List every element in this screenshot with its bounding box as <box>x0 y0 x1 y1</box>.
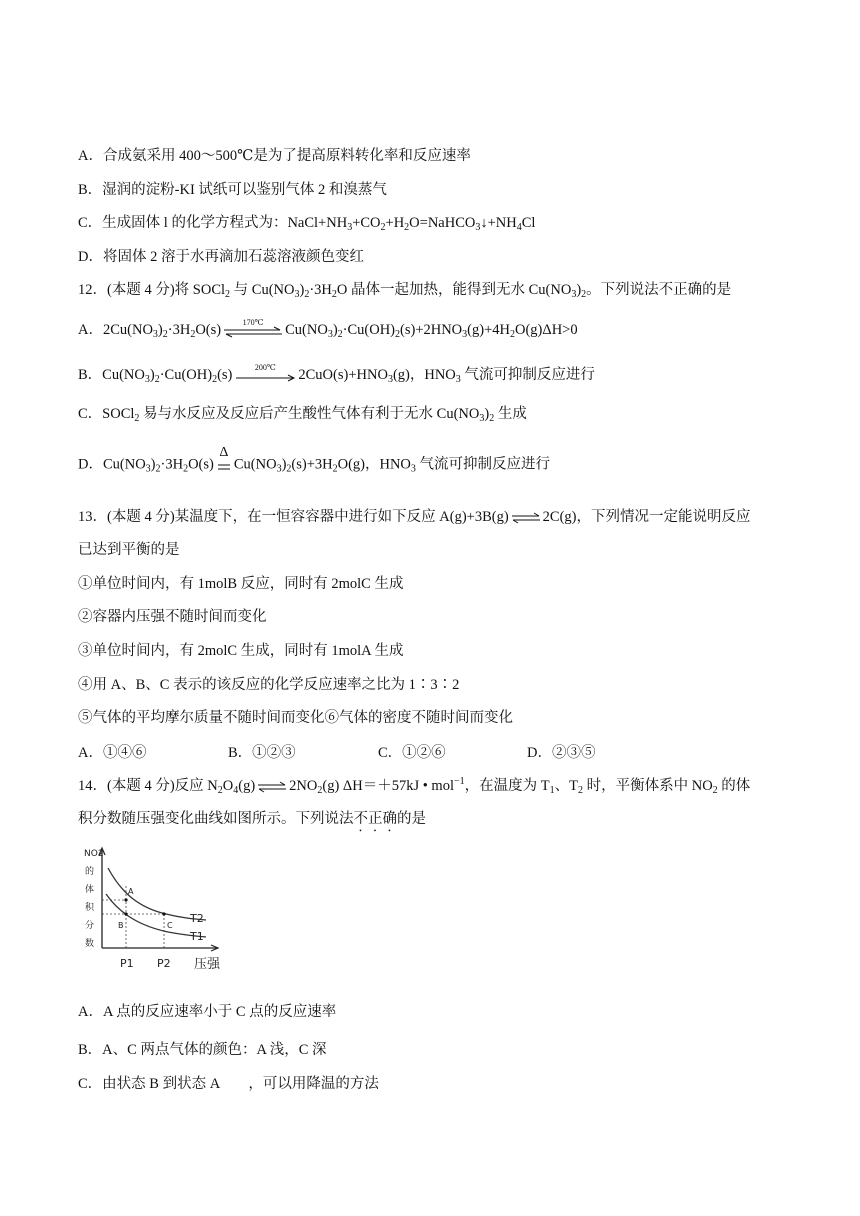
q14-option-c: C．由状态 B 到状态 A ，可以用降温的方法 <box>78 1076 379 1092</box>
q14-option-a: A．A 点的反应速率小于 C 点的反应速率 <box>78 1004 337 1020</box>
q11-option-c: C．生成固体 l 的化学方程式为：$NaCl+NH_3+CO_2+H_2O=NaHCO_3↓+NH_4Cl$ <box>78 215 536 233</box>
reversible-arrow-icon: 170℃ <box>223 322 283 340</box>
q13-option-d: D．②③⑤ <box>527 745 596 761</box>
q13-option-b: B．①②③ <box>228 745 296 761</box>
q13-condition-5-6: ⑤气体的平均摩尔质量不随时间而变化⑥气体的密度不随时间而变化 <box>78 710 513 726</box>
q13-options <box>78 743 778 763</box>
q13-condition-1: ①单位时间内，有 1molB 反应，同时有 2molC 生成 <box>78 576 404 592</box>
q12-option-a: A．$2Cu(NO_3)_2\cdot 3H_2O(s)$ 170℃ $Cu(NO_3)_2\cdot Cu(OH)_2(s)+2HNO_3(g)+4H_2O(g)\Delta H>0$ <box>78 317 578 340</box>
point-c-marker <box>162 912 165 915</box>
q13-condition-2: ②容器内压强不随时间而变化 <box>78 609 267 625</box>
curve-t1-label: T1 <box>190 930 204 943</box>
x-axis-label: 压强 <box>194 957 221 972</box>
reversible-arrow-icon <box>511 511 541 525</box>
no2-fraction-pressure-graph <box>78 842 228 976</box>
y-label-1: NO2 <box>84 849 104 859</box>
curve-t2-label: T2 <box>190 912 204 925</box>
q12-option-b: B．$Cu(NO_3)_2\cdot Cu(OH)_2(s)$ 200℃ $2CuO(s)+HNO_3(g)$，$HNO_3$ 气流可抑制反应进行 <box>78 362 595 385</box>
q13-condition-4: ④用 A、B、C 表示的该反应的化学反应速率之比为 1∶3∶2 <box>78 677 460 693</box>
forward-arrow-icon: 200℃ <box>234 367 296 385</box>
reversible-arrow-icon <box>257 780 287 794</box>
point-b-marker <box>124 912 127 915</box>
q13-option-c: C．①②⑥ <box>378 745 446 761</box>
y-label-4: 积 <box>85 903 95 913</box>
q12-stem: 12．(本题 4 分)将 SOCl$_2$ 与 $Cu(NO_3)_2\cdot 3H_2O$ 晶体一起加热，能得到无水 $Cu(NO_3)_2$。下列说法不正确的是 <box>78 282 732 300</box>
tick-p2: P2 <box>157 957 171 970</box>
q14-stem-line1: 14．(本题 4 分)反应 $N_2O_4(g)$ $2NO_2(g)$ ΔH＝＋57kJ • mol$^{-1}$，在温度为 $T_1$、$T_2$ 时，平衡体系中 $NO_2$ 的体 <box>78 776 751 796</box>
q12-option-c: C．SOCl$_2$ 易与水反应及反应后产生酸性气体有利于无水 $Cu(NO_3)_2$ 生成 <box>78 406 527 424</box>
q13-condition-3: ③单位时间内，有 2molC 生成，同时有 1molA 生成 <box>78 643 404 659</box>
y-label-5: 分 <box>85 921 95 931</box>
y-label-3: 体 <box>85 885 95 895</box>
q14-option-b: B．A、C 两点气体的颜色：A 浅，C 深 <box>78 1042 327 1058</box>
q11-option-b: B．湿润的淀粉-KI 试纸可以鉴别气体 2 和溴蒸气 <box>78 182 387 198</box>
q14-stem-line2: 积分数随压强变化曲线如图所示。下列说法不正确的是 <box>78 811 426 827</box>
y-label-2: 的 <box>85 867 95 877</box>
q13-stem-line1: 13．(本题 4 分)某温度下，在一恒容容器中进行如下反应 A(g)+3B(g) 2C(g)，下列情况一定能说明反应 <box>78 509 751 525</box>
q13-stem-line2: 已达到平衡的是 <box>78 542 180 558</box>
point-c-label: C <box>167 921 173 930</box>
q11-option-a: A．合成氨采用 400～500℃是为了提高原料转化率和反应速率 <box>78 148 471 164</box>
y-label-6: 数 <box>85 939 95 949</box>
q13-option-a: A．①④⑥ <box>78 745 147 761</box>
heating-equals-icon: Δ <box>219 445 229 460</box>
q11-option-d: D．将固体 2 溶于水再滴加石蕊溶液颜色变红 <box>78 249 364 265</box>
emphasis-text: 不正确 <box>353 811 397 827</box>
point-a-label: A <box>128 887 134 896</box>
q12-option-d: D．$Cu(NO_3)_2\cdot 3H_2O(s)$ Δ $Cu(NO_3)_2(s)+3H_2O(g)$，$HNO_3$ 气流可抑制反应进行 <box>78 445 551 475</box>
point-a-marker <box>124 898 127 901</box>
point-b-label: B <box>118 921 124 930</box>
tick-p1: P1 <box>120 957 134 970</box>
